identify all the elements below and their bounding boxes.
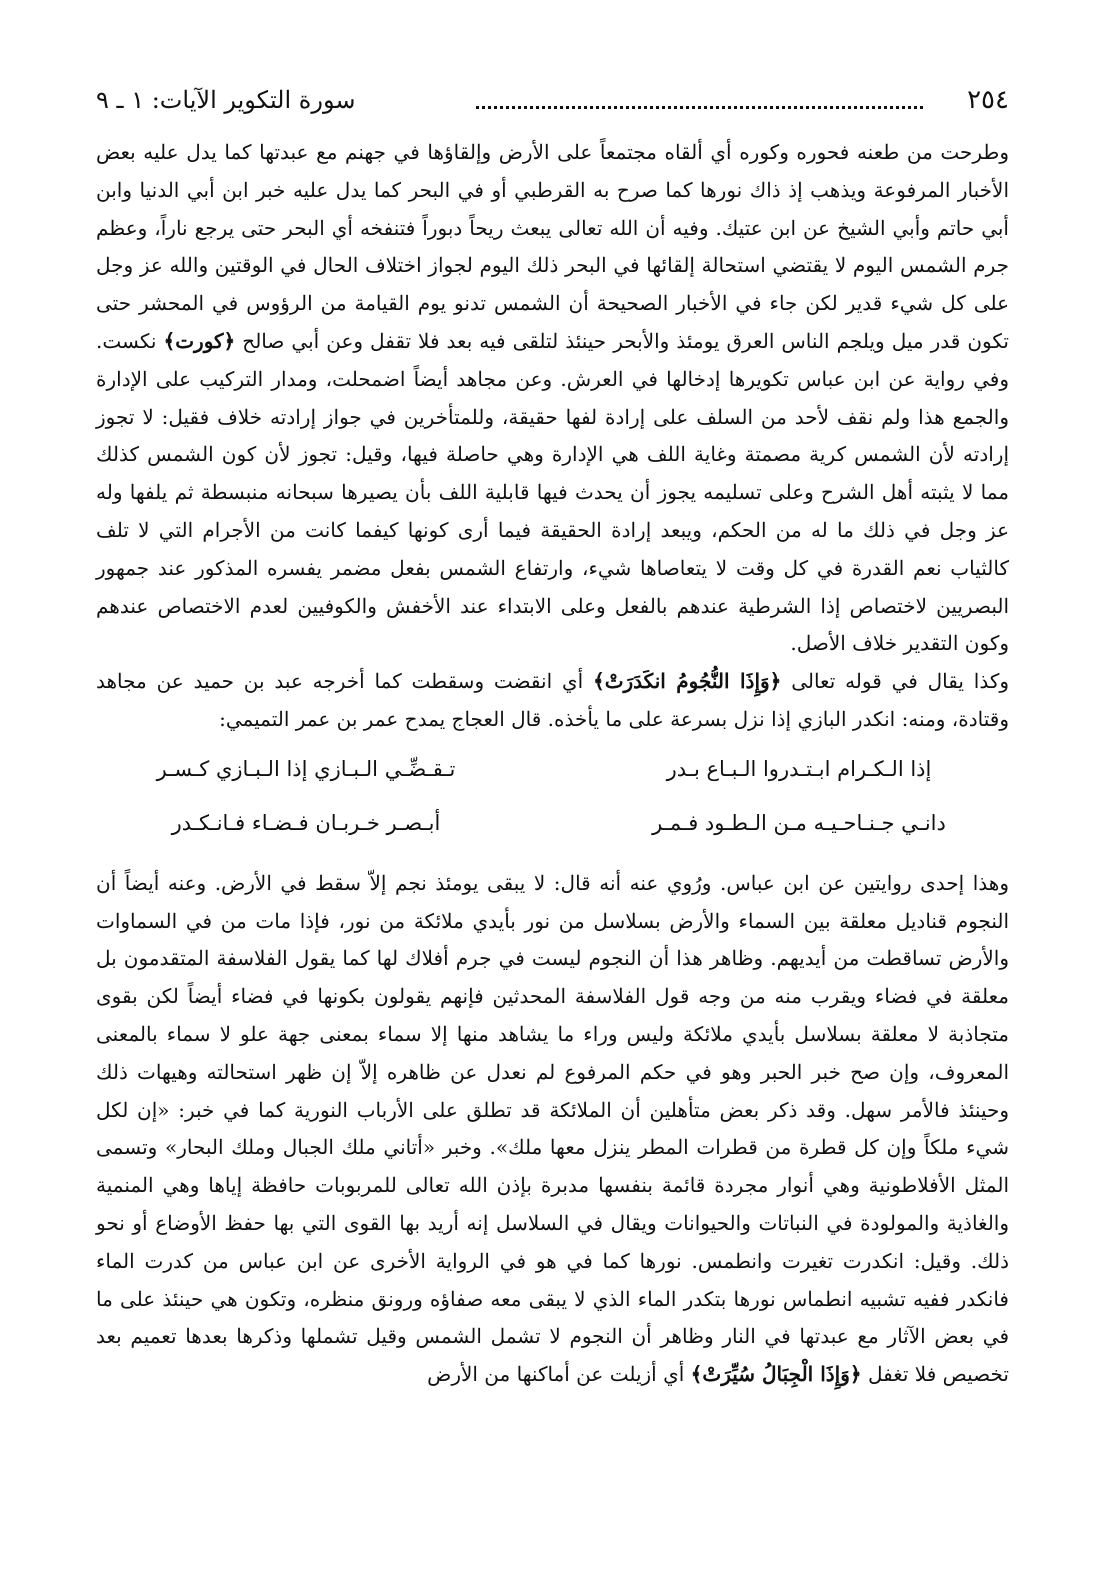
page-header <box>96 80 1009 120</box>
poem-first-hemistich: دانـي جـنـاحـيـه مـن الـطـود فـمـر <box>652 810 946 835</box>
poem-verse <box>96 797 1009 851</box>
text-run: نكست. وفي رواية عن ابن عباس تكويرها إدخالها في العرش. وعن مجاهد أيضاً اضمحلت، ومدار التركيب على الإدارة والجمع هذا ولم نقف لأحد من السلف على إرادة لفها حقيقة، وللمتأخرين في جواز إرادته خلاف فقيل: لا تجوز إرادته لأن الشمس كرية مصمتة وغاية اللف هي الإدارة وهي حاصلة فيها، وقيل: تجوز لأن كون الشمس كذلك مما لا يثبته أهل الشرح وعلى تسليمه يجوز أن يحدث فيها قابلية اللف بأن يصيرها سبحانه منبسطة ثم يلفها وله عز وجل في ذلك ما له من الحكم، ويبعد إرادة الحقيقة فيما أرى كونها كيفما كانت من الأجرام التي لا تلف كالثياب نعم القدرة في كل وقت لا يتعاصاها شيء، وارتفاع الشمس بفعل مضمر يفسره المذكور عند جمهور البصريين لاختصاص إذا الشرطية عندهم بالفعل وعلى الابتداء عند الأخفش والكوفيين لعدم الاختصاص عندهم وكون التقدير خلاف الأصل. <box>96 328 1010 656</box>
text-run: أي انقضت وسقطت كما أخرجه عبد بن حميد عن مجاهد وقتادة، ومنه: انكدر البازي إذا نزل بسرعة على ما يأخذه. قال العجاج يمدح عمر بن عمر التميمي: <box>96 669 1009 731</box>
poem-first-hemistich: إذا الـكـرام ابـتـدروا الـبـاع بـدر <box>666 756 932 781</box>
page-body <box>96 134 1009 1394</box>
text-run: وكذا يقال في قوله تعالى <box>781 669 1009 694</box>
header-dotted-leader <box>476 106 923 109</box>
poem-second-hemistich: أبـصـر خـربـان فـضـاء فـانـكـدر <box>171 810 441 835</box>
poem-verse <box>96 743 1009 797</box>
paragraph-1 <box>96 134 1009 663</box>
paragraph-text <box>96 134 1009 663</box>
quran-verse: ﴿وَإِذَا الْجِبَالُ سُيِّرَتْ﴾ <box>690 1362 862 1387</box>
text-run: أي أزيلت عن أماكنها من الأرض <box>427 1362 691 1387</box>
paragraph-text <box>96 865 1009 1394</box>
text-run: وهذا إحدى روايتين عن ابن عباس. ورُوي عنه أنه قال: لا يبقى يومئذ نجم إلاّ سقط في الأرض. وعنه أيضاً أن النجوم قناديل معلقة بين السماء والأرض بسلاسل من نور بأيدي ملائكة من نور، فإذا مات من في السماوات والأرض تساقطت من أيديهم. وظاهر هذا أن النجوم ليست في جرم أفلاك لها كما يقول الفلاسفة المتقدمون بل معلقة في فضاء ويقرب منه من وجه قول الفلاسفة المحدثين فإنهم يقولون بكونها في فضاء أيضاً لكن بقوى متجاذبة لا معلقة بسلاسل بأيدي ملائكة وليس وراء ما يشاهد منها إلا سماء بمعنى جهة علو لا سماء بالمعنى المعروف، وإن صح خبر الحبر وهو في حكم المرفوع لم نعدل عن ظاهره إلاّ إن ظهر استحالته وهيهات ذلك وحينئذ فالأمر سهل. وقد ذكر بعض متأهلين أن الملائكة قد تطلق على الأرباب النورية كما في خبر: «إن لكل شيء ملكاً وإن كل قطرة من قطرات المطر ينزل معها ملك». وخبر «أتاني ملك الجبال وملك البحار» وتسمى المثل الأفلاطونية وهي أنوار مجردة قائمة بنفسها مدبرة بإذن الله تعالى للمربوبات حافظة إياها وهي المنمية والغاذية والمولودة في النباتات والحيوانات ويقال في السلاسل إنه أريد بها القوى التي بها حفظ الأوضاع أو نحو ذلك. وقيل: انكدرت تغيرت وانطمس. نورها كما في هو في الرواية الأخرى عن ابن عباس من كدرت الماء فانكدر ففيه تشبيه انطماس نورها بتكدر الماء الذي لا يبقى معه صفاؤه ورونق منظره، وتكون هي حينئذ على ما في بعض الآثار مع عبدتها في النار وظاهر أن النجوم لا تشمل الشمس وقيل تشملها وذكرها بعدها تعميم بعد تخصيص فلا تغفل <box>96 870 1010 1387</box>
paragraph-2 <box>96 663 1009 739</box>
page-number: ٢٥٤ <box>967 85 1009 115</box>
quran-verse: ﴿وَإِذَا النُّجُومُ انكَدَرَتْ﴾ <box>592 669 782 694</box>
surah-title: سورة التكوير الآيات: ١ ـ ٩ <box>96 86 356 114</box>
paragraph-3 <box>96 865 1009 1394</box>
paragraph-text <box>96 663 1009 739</box>
poem-second-hemistich: تـقـضِّـي الـبـازي إذا الـبـازي كـسـر <box>156 756 456 781</box>
poem-block <box>96 743 1009 851</box>
quran-verse: ﴿كورت﴾ <box>163 328 236 353</box>
text-run: وطرحت من طعنه فحوره وكوره أي ألقاه مجتمعاً على الأرض وإلقاؤها في جهنم مع عبدتها كما يدل عليه بعض الأخبار المرفوعة ويذهب إذ ذاك نورها كما صرح به القرطبي أو في البحر كما يدل عليه خبر ابن أبي الدنيا وابن أبي حاتم وأبي الشيخ عن ابن عتيك. وفيه أن الله تعالى يبعث ريحاً دبوراً فتنفخه أي البحر حتى يرجع ناراً، وعظم جرم الشمس اليوم لا يقتضي استحالة إلقائها في البحر ذلك اليوم لجواز اختلاف الحال في الوقتين والله عز وجل على كل شيء قدير لكن جاء في الأخبار الصحيحة أن الشمس تدنو يوم القيامة من الرؤوس في المحشر حتى تكون قدر ميل ويلجم الناس العرق يومئذ والأبحر حينئذ لتلقى فيه بعد فلا تقفل وعن أبي صالح <box>96 140 1010 353</box>
